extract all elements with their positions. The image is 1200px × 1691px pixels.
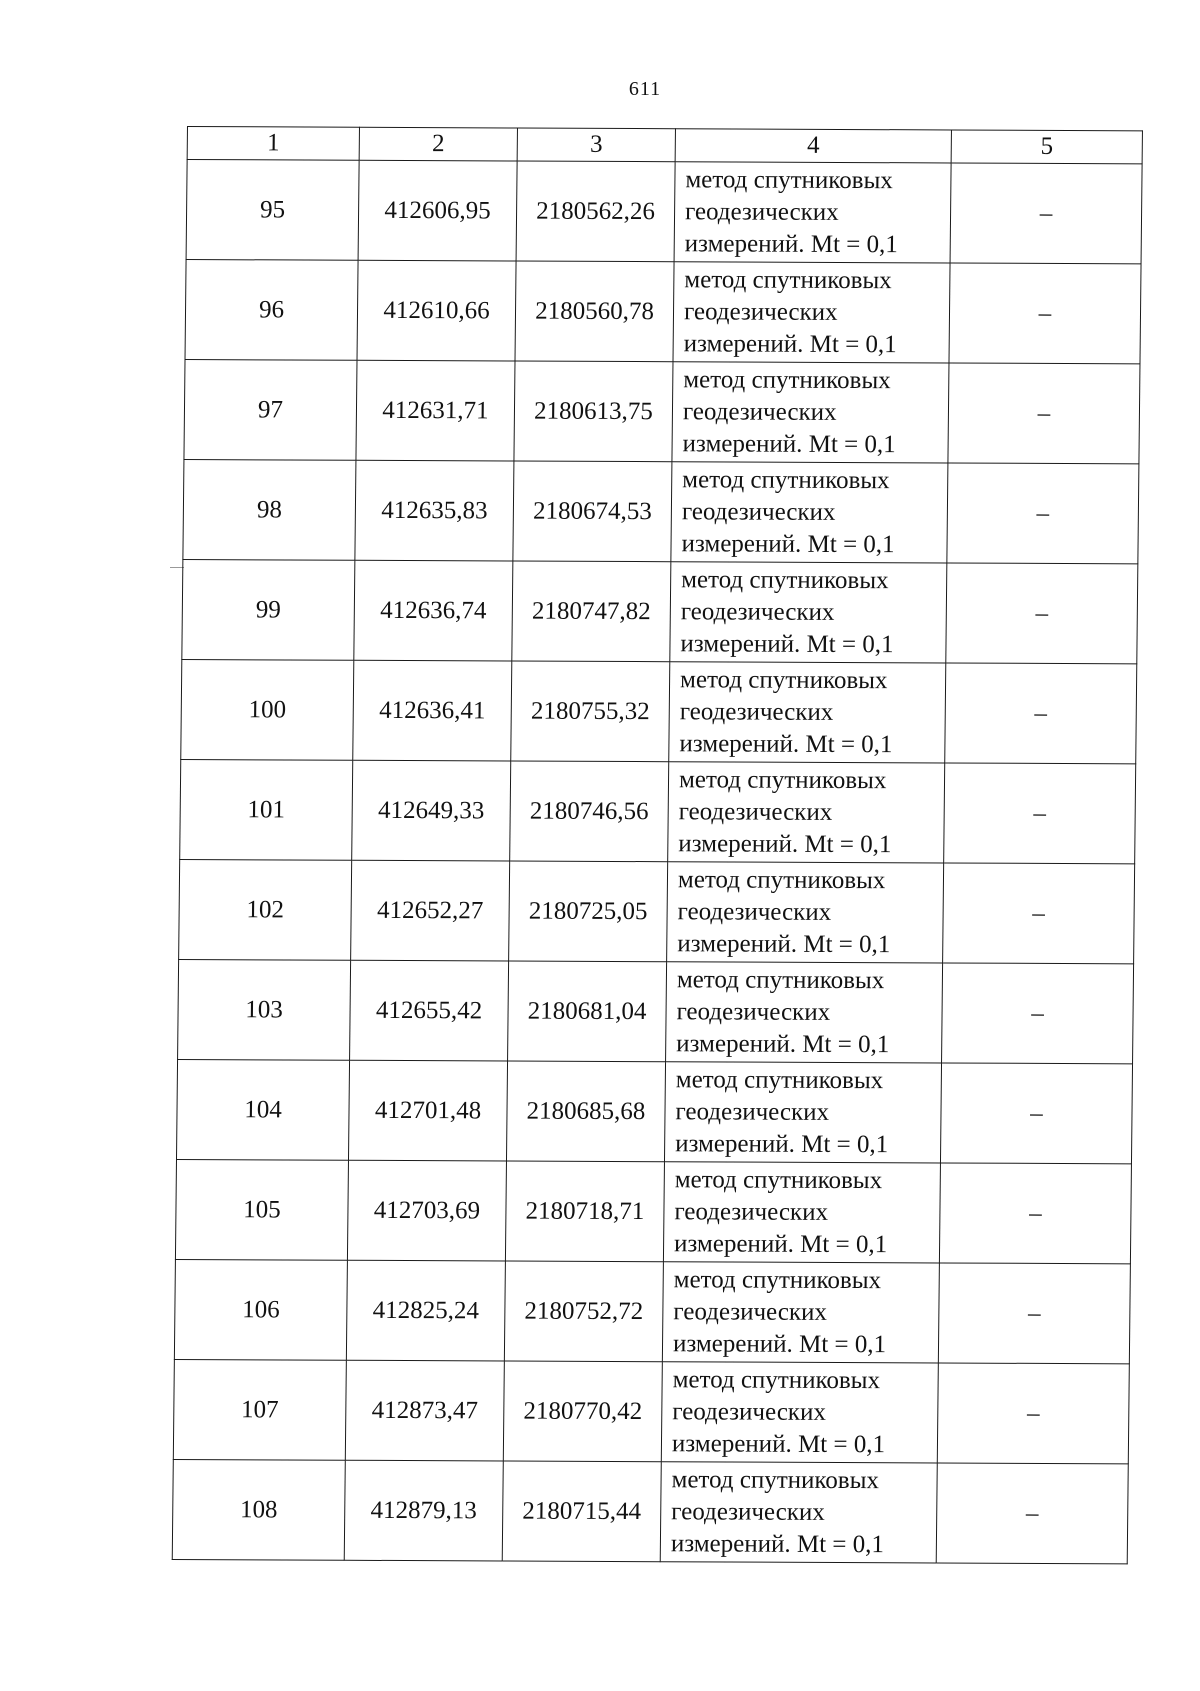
- table-row: [180, 759, 1136, 863]
- note-cell: –: [944, 763, 1136, 864]
- note-cell: –: [938, 1263, 1130, 1364]
- table-body: [172, 127, 1142, 1564]
- method-line: геодезических: [682, 397, 837, 426]
- point-number-cell: 107: [173, 1359, 346, 1460]
- method-line: геодезических: [672, 1397, 827, 1426]
- x-coordinate-cell: 412636,74: [354, 560, 513, 661]
- note-cell: –: [948, 363, 1140, 464]
- point-number-cell: 102: [179, 859, 352, 960]
- method-cell: [674, 162, 951, 263]
- method-line: геодезических: [680, 597, 835, 626]
- table-header-row: [187, 127, 1142, 164]
- method-line: метод спутниковых: [672, 1365, 881, 1394]
- method-line: метод спутниковых: [671, 1465, 880, 1494]
- point-number-cell: 101: [180, 759, 353, 860]
- note-cell: –: [950, 163, 1142, 264]
- method-line: метод спутниковых: [683, 365, 891, 394]
- method-line: измерений. Mt = 0,1: [681, 529, 895, 558]
- note-cell: –: [946, 563, 1138, 664]
- y-coordinate-cell: 2180718,71: [505, 1161, 664, 1262]
- method-line: метод спутниковых: [676, 965, 885, 994]
- point-number-cell: 95: [186, 160, 359, 261]
- note-cell: –: [940, 1063, 1132, 1164]
- method-cell: [666, 962, 943, 1063]
- x-coordinate-cell: 412701,48: [348, 1060, 507, 1161]
- method-cell: [663, 1162, 940, 1263]
- method-line: геодезических: [671, 1497, 825, 1526]
- method-line: метод спутниковых: [677, 865, 886, 894]
- x-coordinate-cell: 412610,66: [357, 260, 516, 361]
- table-row: [172, 1459, 1128, 1563]
- table-row: [184, 359, 1140, 463]
- x-coordinate-cell: 412825,24: [346, 1260, 505, 1361]
- method-cell: [664, 1062, 941, 1163]
- method-line: измерений. Mt = 0,1: [670, 1529, 885, 1558]
- method-line: геодезических: [674, 1197, 829, 1226]
- method-line: геодезических: [676, 997, 831, 1026]
- point-number-cell: 100: [181, 659, 354, 760]
- x-coordinate-cell: 412879,13: [344, 1460, 503, 1561]
- method-cell: [673, 262, 950, 363]
- y-coordinate-cell: 2180770,42: [503, 1361, 662, 1462]
- note-cell: –: [937, 1363, 1129, 1464]
- method-line: метод спутниковых: [679, 665, 888, 694]
- method-line: метод спутниковых: [682, 465, 890, 494]
- method-line: геодезических: [673, 1297, 828, 1326]
- table-row: [173, 1359, 1129, 1463]
- method-line: измерений. Mt = 0,1: [680, 629, 894, 658]
- method-line: геодезических: [683, 297, 838, 326]
- coordinates-table: [172, 126, 1143, 1564]
- note-cell: –: [947, 463, 1139, 564]
- method-line: измерений. Mt = 0,1: [682, 429, 896, 458]
- method-line: измерений. Mt = 0,1: [676, 1029, 890, 1058]
- method-line: метод спутниковых: [684, 265, 892, 294]
- table-row: [179, 859, 1135, 963]
- y-coordinate-cell: 2180725,05: [509, 861, 668, 962]
- point-number-cell: 99: [182, 559, 355, 660]
- method-cell: [669, 662, 946, 763]
- method-line: метод спутниковых: [675, 1065, 884, 1094]
- method-cell: [660, 1462, 937, 1563]
- x-coordinate-cell: 412655,42: [350, 960, 509, 1061]
- method-cell: [671, 462, 948, 563]
- y-coordinate-cell: 2180681,04: [508, 961, 667, 1062]
- table-row: [174, 1259, 1130, 1363]
- method-cell: [670, 562, 947, 663]
- method-cell: [662, 1262, 939, 1363]
- y-coordinate-cell: 2180560,78: [515, 261, 674, 362]
- table-row: [183, 459, 1139, 563]
- table-row: [182, 559, 1138, 663]
- y-coordinate-cell: 2180613,75: [514, 361, 673, 462]
- method-cell: [667, 862, 944, 963]
- x-coordinate-cell: 412636,41: [353, 660, 512, 761]
- method-line: измерений. Mt = 0,1: [683, 329, 897, 358]
- note-cell: –: [942, 963, 1134, 1064]
- point-number-cell: 98: [183, 459, 356, 560]
- x-coordinate-cell: 412606,95: [358, 160, 517, 261]
- method-line: геодезических: [684, 197, 839, 226]
- y-coordinate-cell: 2180747,82: [512, 561, 671, 662]
- table-row: [175, 1159, 1131, 1263]
- table-row: [181, 659, 1137, 763]
- header-cell-4: 4: [675, 129, 951, 163]
- method-line: метод спутниковых: [685, 165, 893, 194]
- method-line: измерений. Mt = 0,1: [671, 1429, 886, 1458]
- note-cell: –: [945, 663, 1137, 764]
- table-row: [178, 959, 1134, 1063]
- method-line: геодезических: [675, 1097, 830, 1126]
- note-cell: –: [939, 1163, 1131, 1264]
- note-cell: –: [949, 263, 1141, 364]
- method-line: геодезических: [678, 797, 833, 826]
- point-number-cell: 97: [184, 359, 357, 460]
- y-coordinate-cell: 2180755,32: [511, 661, 670, 762]
- method-line: измерений. Mt = 0,1: [677, 929, 891, 958]
- method-line: измерений. Mt = 0,1: [679, 729, 893, 758]
- y-coordinate-cell: 2180562,26: [516, 161, 675, 262]
- point-number-cell: 105: [175, 1159, 348, 1260]
- point-number-cell: 96: [185, 260, 358, 361]
- y-coordinate-cell: 2180715,44: [502, 1461, 661, 1562]
- x-coordinate-cell: 412631,71: [356, 360, 515, 461]
- y-coordinate-cell: 2180746,56: [510, 761, 669, 862]
- method-line: измерений. Mt = 0,1: [684, 229, 898, 258]
- method-line: измерений. Mt = 0,1: [675, 1129, 889, 1158]
- point-number-cell: 103: [178, 959, 351, 1060]
- method-line: метод спутниковых: [673, 1265, 882, 1294]
- x-coordinate-cell: 412873,47: [345, 1360, 504, 1461]
- header-cell-5: 5: [951, 130, 1142, 164]
- method-line: измерений. Mt = 0,1: [678, 829, 892, 858]
- y-coordinate-cell: 2180685,68: [506, 1061, 665, 1162]
- x-coordinate-cell: 412703,69: [347, 1160, 506, 1261]
- method-line: метод спутниковых: [674, 1165, 883, 1194]
- method-line: метод спутниковых: [681, 565, 889, 594]
- table-row: [186, 160, 1142, 264]
- page-number: 611: [628, 78, 662, 100]
- header-cell-1: 1: [187, 127, 359, 161]
- point-number-cell: 106: [174, 1259, 347, 1360]
- note-cell: –: [936, 1463, 1128, 1564]
- y-coordinate-cell: 2180674,53: [513, 461, 672, 562]
- header-cell-3: 3: [517, 128, 675, 162]
- method-line: геодезических: [681, 497, 836, 526]
- header-cell-2: 2: [359, 127, 517, 161]
- method-line: геодезических: [677, 897, 832, 926]
- x-coordinate-cell: 412635,83: [355, 460, 514, 561]
- method-line: метод спутниковых: [678, 765, 887, 794]
- note-cell: –: [943, 863, 1135, 964]
- point-number-cell: 108: [172, 1459, 345, 1560]
- method-line: измерений. Mt = 0,1: [672, 1329, 887, 1358]
- method-cell: [672, 362, 949, 463]
- y-coordinate-cell: 2180752,72: [504, 1261, 663, 1362]
- method-line: измерений. Mt = 0,1: [673, 1229, 888, 1258]
- method-cell: [668, 762, 945, 863]
- x-coordinate-cell: 412652,27: [351, 860, 510, 961]
- x-coordinate-cell: 412649,33: [352, 760, 511, 861]
- method-line: геодезических: [679, 697, 834, 726]
- table-row: [185, 260, 1141, 364]
- method-cell: [661, 1362, 938, 1463]
- point-number-cell: 104: [176, 1059, 349, 1160]
- table-row: [176, 1059, 1132, 1163]
